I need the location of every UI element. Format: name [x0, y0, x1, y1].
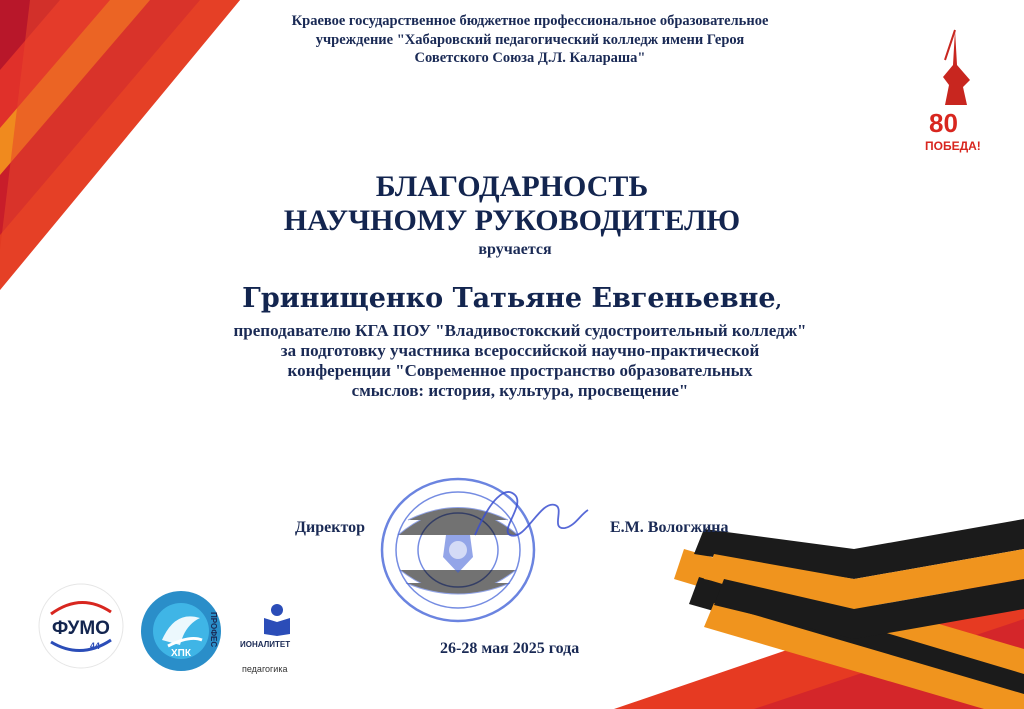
- victory-80-logo: [915, 25, 995, 155]
- st-george-ribbon: [554, 509, 1024, 709]
- handed-text: вручается: [478, 241, 552, 258]
- professionalitet-vertical-text: ПРОФЕС: [209, 612, 218, 648]
- institution-header: [250, 12, 810, 68]
- certificate-title: [0, 170, 1024, 238]
- professionalitet-subtitle: педагогика: [242, 664, 288, 674]
- recipient-comma: ,: [775, 291, 782, 312]
- professionalitet-logo: [209, 598, 316, 678]
- logo80-number: 80: [929, 108, 958, 138]
- header-line-3: Советского Союза Д.Л. Калараша": [414, 50, 646, 66]
- body-line-1: преподавателю КГА ПОУ "Владивостокский судостроительный колледж": [233, 321, 807, 340]
- logo80-caption: ПОБЕДА!: [925, 139, 981, 153]
- hpk-text: ХПК: [171, 648, 191, 659]
- professionalitet-horizontal-text: ИОНАЛИТЕТ: [240, 640, 291, 649]
- fumo-number: 44: [89, 641, 101, 651]
- certificate-body: [170, 321, 870, 401]
- body-line-2: за подготовку участника всероссийской научно-практической: [280, 341, 760, 360]
- recipient-name: Гринищенко Татьяне Евгеньевне: [242, 283, 776, 314]
- fumo-text: ФУМО: [52, 618, 110, 639]
- fumo-logo: [37, 582, 125, 670]
- title-line-1: БЛАГОДАРНОСТЬ: [375, 170, 649, 203]
- body-line-3: конференции "Современное пространство образовательных: [287, 361, 753, 380]
- recipient-name-line: [0, 283, 1024, 314]
- header-line-1: Краевое государственное бюджетное профессиональное образовательное: [291, 13, 769, 29]
- director-name: Е.М. Вологжина: [610, 519, 729, 536]
- director-label: Директор: [295, 519, 365, 536]
- body-line-4: смыслов: история, культура, просвещение": [351, 381, 689, 400]
- professionalitet-book-icon: [262, 602, 292, 636]
- director-signature: [470, 480, 590, 550]
- title-line-2: НАУЧНОМУ РУКОВОДИТЕЛЮ: [283, 204, 741, 237]
- header-line-2: учреждение "Хабаровский педагогический колледж имени Героя: [315, 31, 745, 48]
- event-date: 26-28 мая 2025 года: [440, 640, 580, 657]
